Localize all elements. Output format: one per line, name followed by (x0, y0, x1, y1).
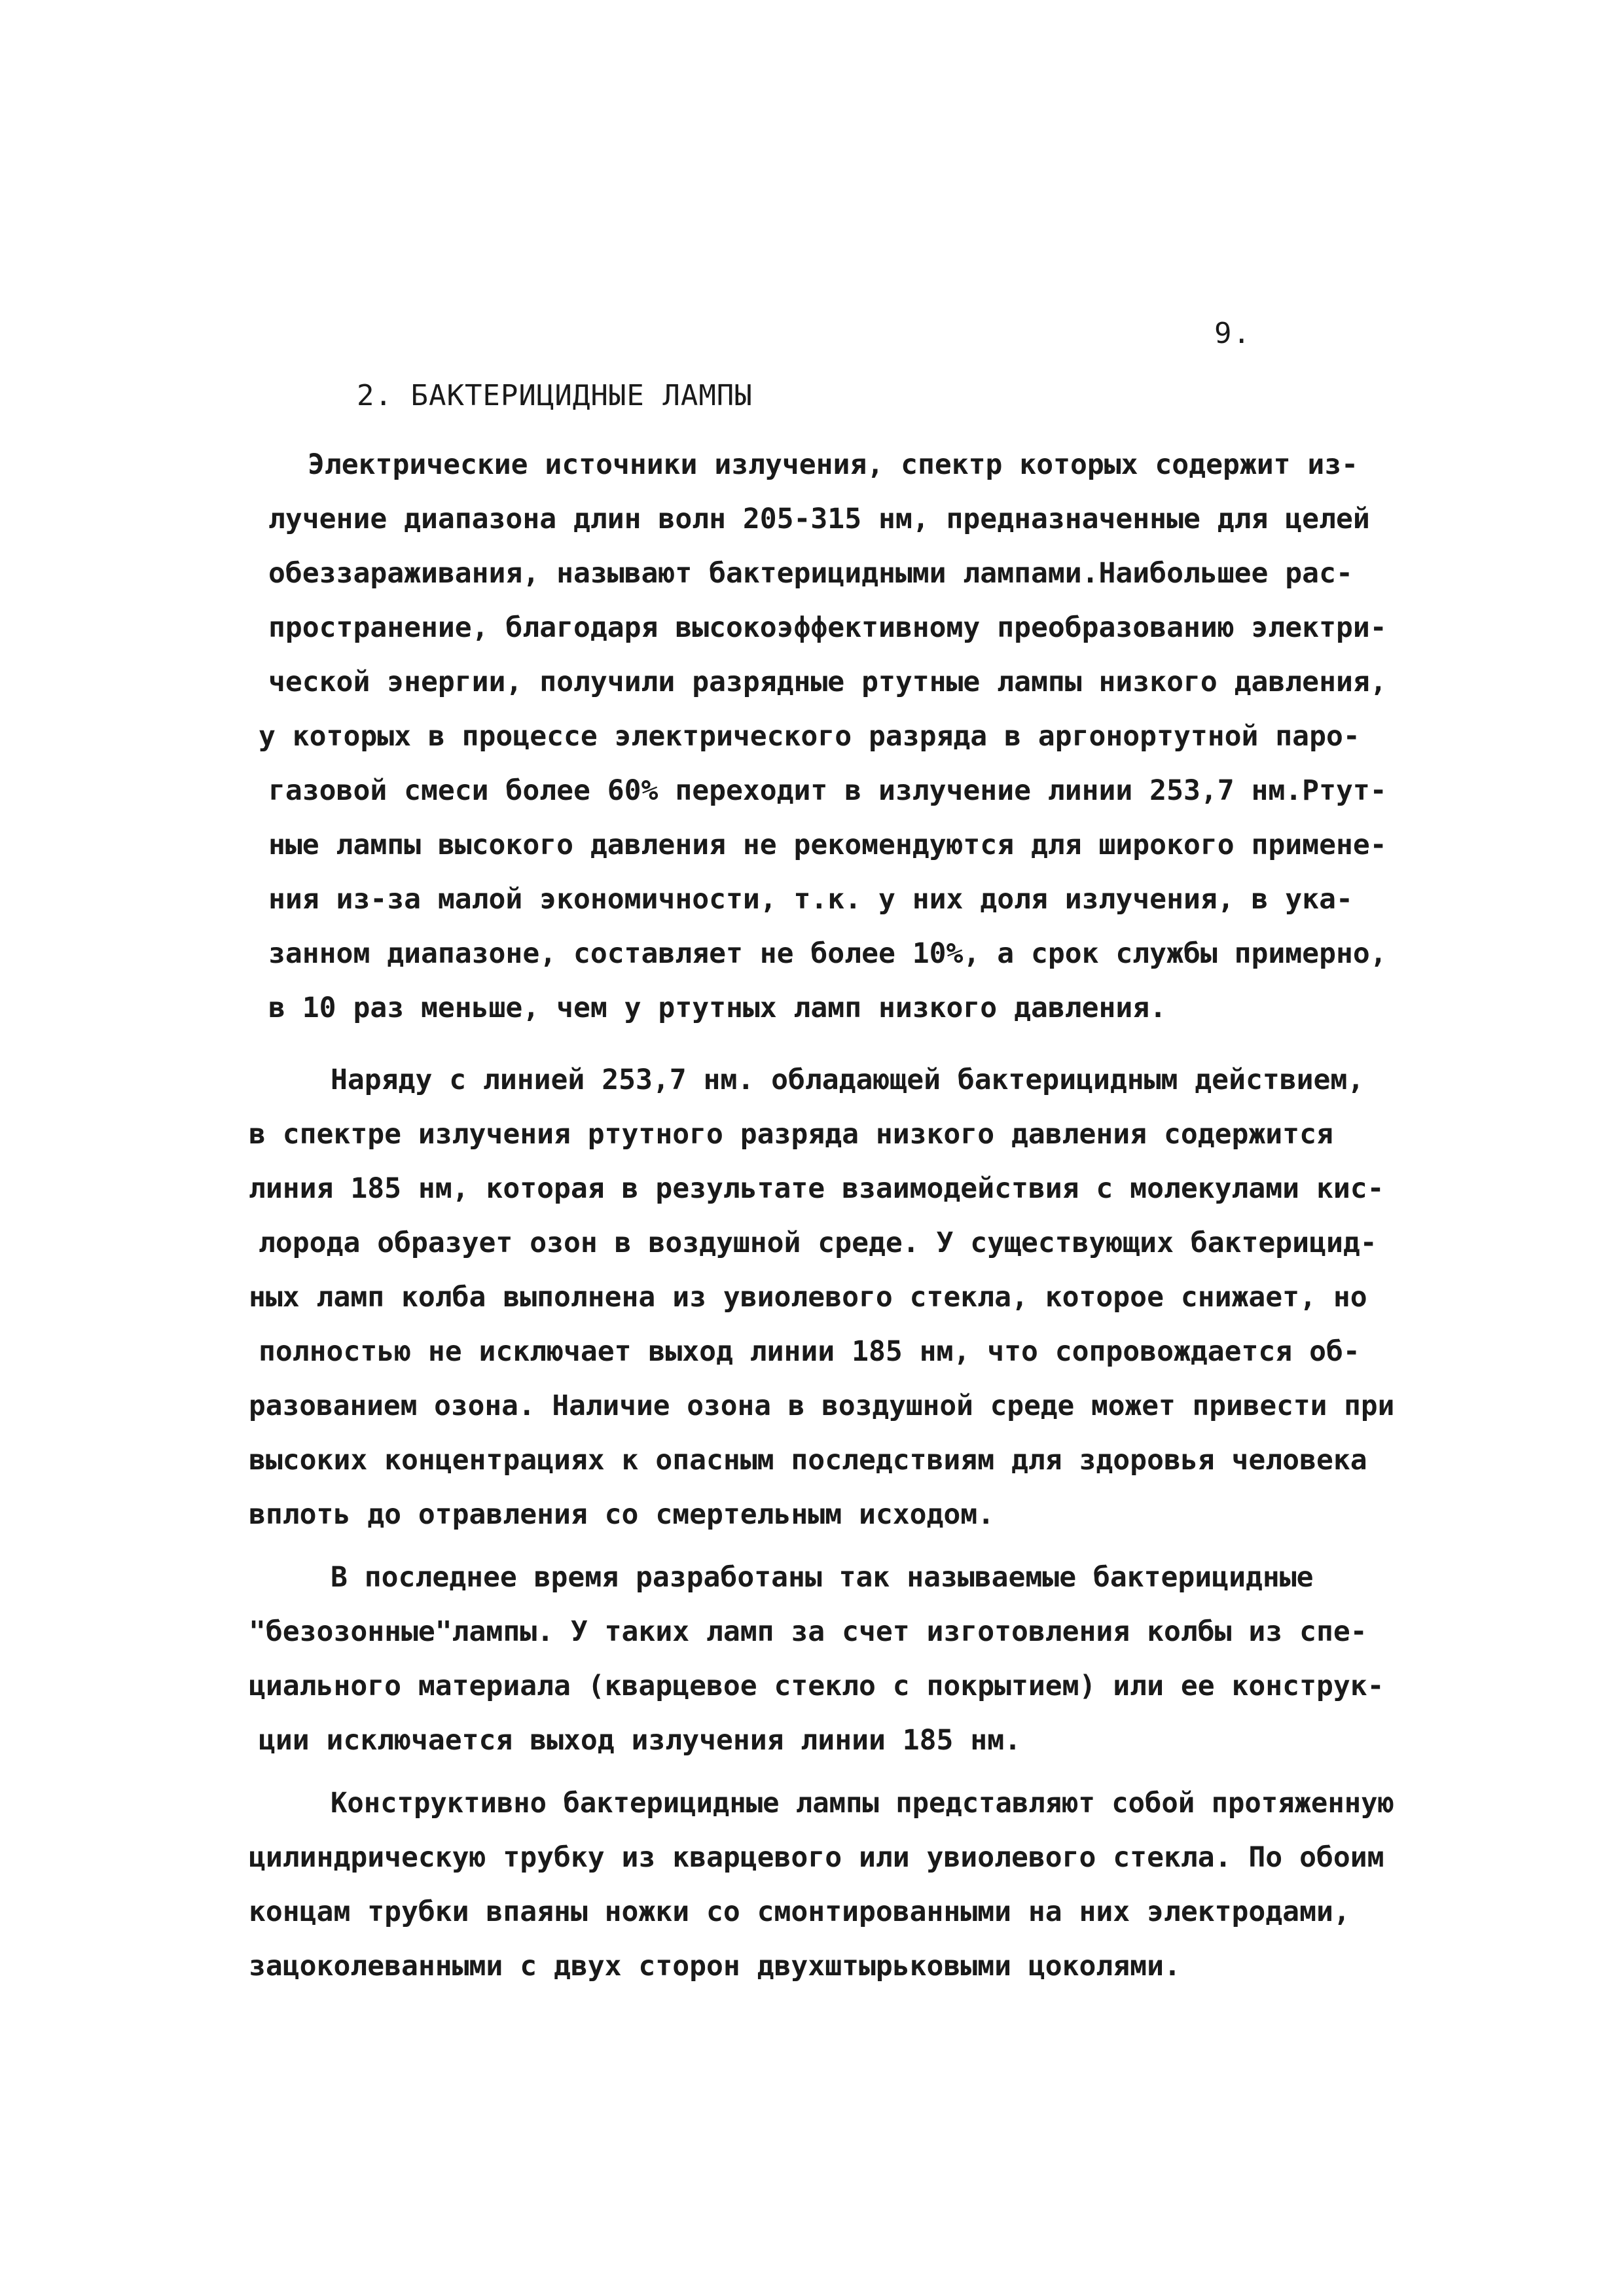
text-line: высоких концентрациях к опасным последствиям для здоровья человека (249, 1444, 1367, 1477)
text-line: ных ламп колба выполнена из увиолевого стекла, которое снижает, но (249, 1281, 1367, 1314)
text-line: ные лампы высокого давления не рекомендуются для широкого примене- (268, 829, 1387, 861)
text-line: у которых в процессе электрического разряда в аргонортутной паро- (259, 720, 1360, 753)
text-line: В последнее время разработаны так называемые бактерицидные (331, 1561, 1314, 1594)
text-line: циального материала (кварцевое стекло с покрытием) или ее конструк- (249, 1670, 1384, 1702)
text-line: Электрические источники излучения, спектр которых содержит из- (308, 448, 1359, 481)
text-line: зацоколеванными с двух сторон двухштырьковыми цоколями. (249, 1950, 1181, 1982)
text-line: лучение диапазона длин волн 205-315 нм, предназначенные для целей (268, 503, 1370, 535)
text-line: в 10 раз меньше, чем у ртутных ламп низкого давления. (268, 992, 1167, 1024)
text-line: вплоть до отравления со смертельным исходом. (249, 1498, 995, 1531)
text-line: полностью не исключает выход линии 185 нм, что сопровождается об- (259, 1335, 1360, 1368)
text-line: "безозонные"лампы. У таких ламп за счет изготовления колбы из спе- (249, 1615, 1367, 1648)
text-line: газовой смеси более 60% переходит в излучение линии 253,7 нм.Ртут- (268, 774, 1387, 807)
text-line: Конструктивно бактерицидные лампы представляют собой протяженную (331, 1787, 1394, 1820)
text-line: Наряду с линией 253,7 нм. обладающей бактерицидным действием, (331, 1064, 1365, 1096)
text-line: лорода образует озон в воздушной среде. У существующих бактерицид- (259, 1227, 1377, 1259)
text-line: концам трубки впаяны ножки со смонтированными на них электродами, (249, 1895, 1350, 1928)
text-line: пространение, благодаря высокоэффективному преобразованию электри- (268, 611, 1387, 644)
section-title: 2. БАКТЕРИЦИДНЫЕ ЛАМПЫ (357, 379, 753, 412)
text-line: в спектре излучения ртутного разряда низкого давления содержится (249, 1118, 1333, 1151)
text-line: ния из-за малой экономичности, т.к. у них доля излучения, в ука- (268, 883, 1353, 916)
text-line: цилиндрическую трубку из кварцевого или увиолевого стекла. По обоим (249, 1841, 1384, 1874)
text-line: разованием озона. Наличие озона в воздушной среде может привести при (249, 1390, 1395, 1422)
text-line: занном диапазоне, составляет не более 10%, а срок службы примерно, (268, 937, 1387, 970)
text-line: обеззараживания, называют бактерицидными лампами.Наибольшее рас- (268, 557, 1353, 590)
text-line: ции исключается выход излучения линии 185 нм. (259, 1724, 1021, 1757)
text-line: ческой энергии, получили разрядные ртутные лампы низкого давления, (268, 666, 1387, 698)
text-line: линия 185 нм, которая в результате взаимодействия с молекулами кис- (249, 1172, 1384, 1205)
page-number: 9. (1214, 317, 1252, 350)
